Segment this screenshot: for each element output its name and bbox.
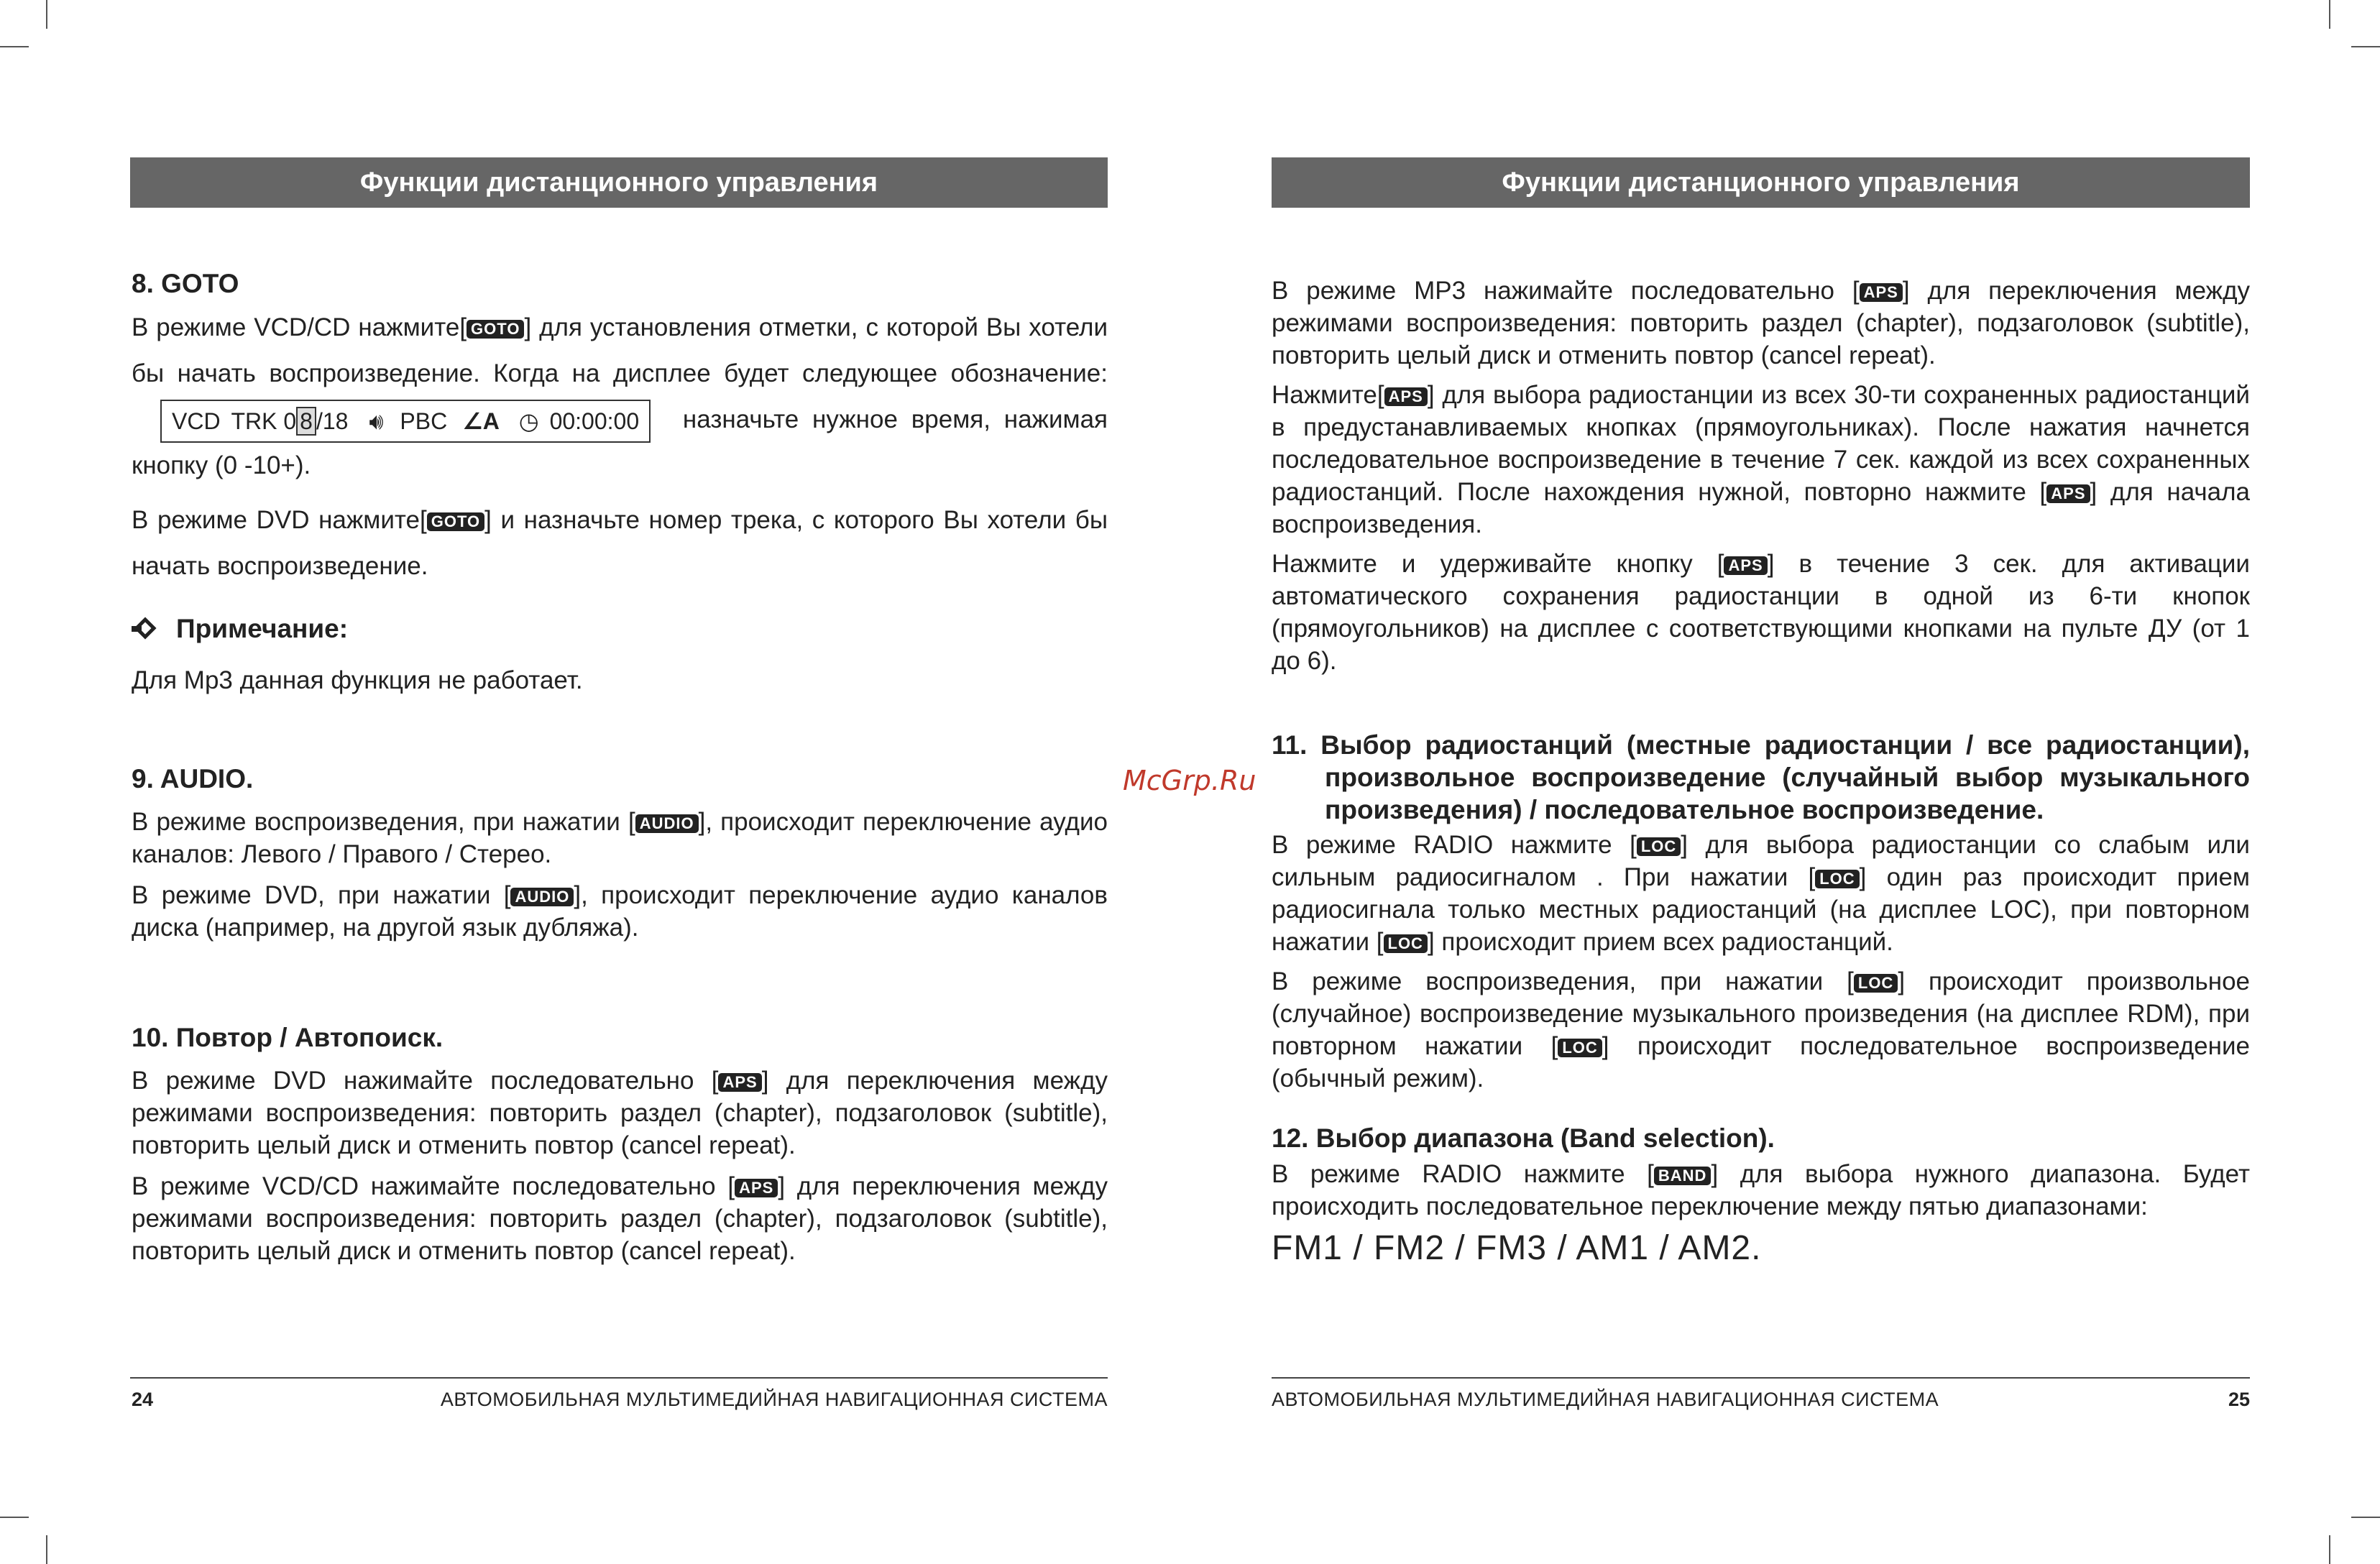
speaker-icon: 🔊︎ [369, 408, 384, 434]
footer-text: АВТОМОБИЛЬНАЯ МУЛЬТИМЕДИЙНАЯ НАВИГАЦИОННАЯ СИСТЕМА [440, 1389, 1108, 1410]
goto-paragraph-2: В режиме DVD нажмите[ GOTO ] и назначьте номер трека, с которого Вы хотели бы начать воспроизведение. [132, 506, 1108, 580]
text: В режиме RADIO нажмите [1272, 831, 1612, 859]
mp3-paragraph: В режиме MP3 нажимайте последовательно [ APS ] для переключения между режимами воспроизведения: повторить раздел (chapter), подзаголовок (subtitle), повторить целый диск и отменить повтор (cancel repeat). [1272, 277, 2251, 369]
aps-key-icon: APS [1860, 283, 1903, 302]
lcd-vcd: VCD [172, 408, 221, 434]
text: Нажмите и удерживайте кнопку [1272, 550, 1693, 578]
text: происходит произвольное (случайное) воспроизведение музыкального произведения (на дисплее RDM), при повторном нажатии [1272, 967, 2251, 1060]
audio-key-icon: AUDIO [635, 814, 699, 833]
aps-key-icon: APS [718, 1073, 761, 1092]
text: для начала воспроизведения. [1272, 478, 2251, 538]
text: В режиме MP3 нажимайте последовательно [1272, 277, 1835, 305]
text: происходит прием всех радиостанций. [1434, 928, 1893, 956]
section-title-repeat: 10. Повтор / Автопоиск. [132, 1023, 444, 1052]
note-title: Примечание: [176, 614, 349, 643]
text: для выбора нужного диапазона. Будет происходить последовательное переключение между пятью диапазонами: [1272, 1160, 2250, 1220]
text: В режиме DVD нажмите [132, 506, 421, 534]
aps-key-icon: APS [735, 1179, 778, 1197]
lcd-trk: TRK 0 [231, 408, 297, 434]
audio-paragraph-2: В режиме DVD, при нажатии [ AUDIO ], происходит переключение аудио каналов диска (например, на другой язык дубляжа). [132, 881, 1108, 942]
left-content [132, 252, 1108, 1267]
note-heading [132, 614, 1108, 644]
text: , происходит переключение аудио каналов: Левого / Правого / Стерео. [132, 808, 1108, 868]
text: В режиме VCD/CD нажмите [132, 313, 460, 341]
text: для переключения между режимами воспроизведения: повторить раздел (chapter), подзаголовок (subtitle), повторить целый диск и отменить повтор (cancel repeat). [1272, 277, 2251, 369]
audio-paragraph-1: В режиме воспроизведения, при нажатии [ AUDIO ], происходит переключение аудио каналов: Левого / Правого / Стерео. [132, 808, 1108, 868]
repeat-paragraph-1: В режиме DVD нажимайте последовательно [ APS ] для переключения между режимами воспроизведения: повторить раздел (chapter), подзаголовок (subtitle), повторить целый диск и отменить повтор (cancel repeat). [132, 1067, 1108, 1159]
page-header: Функции дистанционного управления [1272, 157, 2250, 208]
text: , происходит переключение аудио каналов диска (например, на другой язык дубляжа). [132, 881, 1108, 942]
text: один раз происходит прием радиосигнала только местных радиостанций (на дисплее LOC), при повторном нажатии [1272, 863, 2250, 956]
loc-key-icon: LOC [1815, 870, 1859, 888]
lcd-display [160, 400, 651, 443]
text: для установления отметки, с которой Вы хотели бы начать воспроизведение. Когда на дисплее будет следующее обозначение: [132, 313, 1108, 387]
text: назначьте нужное время, нажимая кнопку (0 -10+). [132, 405, 1108, 479]
text: происходит последовательное воспроизведение (обычный режим). [1272, 1032, 2250, 1092]
text: В режиме воспроизведения, при нажатии [132, 808, 620, 836]
text: В режиме DVD нажимайте последовательно [132, 1067, 694, 1095]
footer-text: АВТОМОБИЛЬНАЯ МУЛЬТИМЕДИЙНАЯ НАВИГАЦИОННАЯ СИСТЕМА [1272, 1389, 1939, 1410]
footer-rule [130, 1377, 1108, 1379]
loc-paragraph-2: В режиме воспроизведения, при нажатии [ LOC ] происходит произвольное (случайное) воспроизведение музыкального произведения (на дисплее RDM), при повторном нажатии [ LOC ] происходит последовательное воспроизведение (обычный режим). [1272, 967, 2251, 1092]
text: для переключения между режимами воспроизведения: повторить раздел (chapter), подзаголовок (subtitle), повторить целый диск и отменить повтор (cancel repeat). [132, 1172, 1108, 1265]
audio-key-icon: AUDIO [510, 888, 574, 906]
page-number: 25 [2228, 1389, 2250, 1410]
footer-rule [1272, 1377, 2250, 1379]
band-key-icon: BAND [1654, 1167, 1712, 1185]
aps-paragraph-2: Нажмите[ APS ] для выбора радиостанции из всех 30-ти сохраненных радиостанций в предустанавливаемых кнопках (прямоугольниках). После нажатия начнется последовательное воспроизведение в течение 7 сек. каждой из всех сохраненных радиостанций. После нахождения нужной, повторно нажмите [ APS ] для начала воспроизведения. [1272, 381, 2251, 538]
text: для выбора радиостанции со слабым или сильным радиосигналом . При нажатии [1272, 831, 2250, 891]
text: В режиме VCD/CD нажимайте последовательно [132, 1172, 716, 1200]
goto-key-icon: GOTO [467, 320, 524, 339]
text: в течение 3 сек. для активации автоматического сохранения радиостанции в одной из 6-ти кнопок (прямоугольников) на дисплее с соответствующими кнопками на пульте ДУ (от 1 до 6). [1272, 550, 2250, 675]
loc-key-icon: LOC [1854, 974, 1898, 993]
lcd-pbc: PBC [400, 408, 448, 434]
watermark: McGrp.Ru [1123, 765, 1256, 796]
band-list: FM1 / FM2 / FM3 / AM1 / AM2. [1272, 1229, 1762, 1267]
aps-key-icon: APS [1384, 387, 1428, 406]
clock-icon: ◷ [518, 408, 539, 434]
right-content [1272, 275, 2250, 1268]
aps-paragraph-3: Нажмите и удерживайте кнопку [ APS ] в течение 3 сек. для активации автоматического сохранения радиостанции в одной из 6-ти кнопок (прямоугольников) на дисплее с соответствующими кнопками на пульте ДУ (от 1 до 6). [1272, 550, 2250, 675]
text: В режиме DVD, при нажатии [132, 881, 491, 909]
repeat-paragraph-2: В режиме VCD/CD нажимайте последовательно [ APS ] для переключения между режимами воспроизведения: повторить раздел (chapter), подзаголовок (subtitle), повторить целый диск и отменить повтор (cancel repeat). [132, 1172, 1108, 1265]
text: и назначьте номер трека, с которого Вы хотели бы начать воспроизведение. [132, 506, 1108, 580]
section-title-local: 11. Выбор радиостанций (местные радиостанции / все радиостанции), произвольное воспроизведение (случайный выбор музыкального произведения) / последовательное воспроизведение. [1272, 730, 2250, 824]
page-header: Функции дистанционного управления [130, 157, 1108, 208]
lcd-time: 00:00:00 [549, 408, 640, 434]
goto-paragraph-1: В режиме VCD/CD нажмите[ GOTO ] для установления отметки, с которой Вы хотели бы начать воспроизведение. Когда на дисплее будет следующее обозначение: VCD TRK 0 8 /18 🔊︎ PBC ∠A ◷ 00:00:00 назначьте нужное время, нажимая кнопку (0 -10+). [132, 313, 1108, 479]
section-title-band: 12. Выбор диапазона (Band selection). [1272, 1123, 1775, 1153]
repeat-a-icon: ∠A [462, 408, 500, 434]
loc-key-icon: LOC [1384, 934, 1428, 953]
section-title-audio: 9. AUDIO. [132, 764, 254, 794]
note-diamond-icon [132, 615, 160, 643]
band-paragraph: В режиме RADIO нажмите [ BAND ] для выбора нужного диапазона. Будет происходить последовательное переключение между пятью диапазонами: [1272, 1160, 2250, 1220]
loc-key-icon: LOC [1558, 1039, 1602, 1057]
note-text: Для Mp3 данная функция не работает. [132, 666, 583, 694]
text: В режиме RADIO нажмите [1272, 1160, 1625, 1188]
aps-key-icon: APS [1724, 556, 1767, 575]
text: для переключения между режимами воспроизведения: повторить раздел (chapter), подзаголовок (subtitle), повторить целый диск и отменить повтор (cancel repeat). [132, 1067, 1108, 1159]
section-title-goto: 8. GOTO [132, 269, 239, 298]
text: для выбора радиостанции из всех 30-ти сохраненных радиостанций в предустанавливаемых кнопках (прямоугольниках). После нажатия начнется последовательное воспроизведение в течение 7 сек. каждой из всех сохраненных радиостанций. После нахождения нужной, повторно нажмите [1272, 381, 2250, 506]
text: Нажмите [1272, 381, 1377, 409]
goto-key-icon: GOTO [427, 512, 484, 531]
lcd-digit: 8 [296, 407, 316, 436]
text: В режиме воспроизведения, при нажатии [1272, 967, 1824, 995]
loc-key-icon: LOC [1637, 837, 1681, 856]
lcd-total: /18 [316, 408, 349, 434]
aps-key-icon: APS [2046, 484, 2090, 503]
loc-paragraph-1: В режиме RADIO нажмите [ LOC ] для выбора радиостанции со слабым или сильным радиосигналом . При нажатии [ LOC ] один раз происходит прием радиосигнала только местных радиостанций (на дисплее LOC), при повторном нажатии [ LOC ] происходит прием всех радиостанций. [1272, 831, 2250, 956]
right-page [1190, 0, 2380, 1564]
page-number: 24 [132, 1389, 154, 1410]
